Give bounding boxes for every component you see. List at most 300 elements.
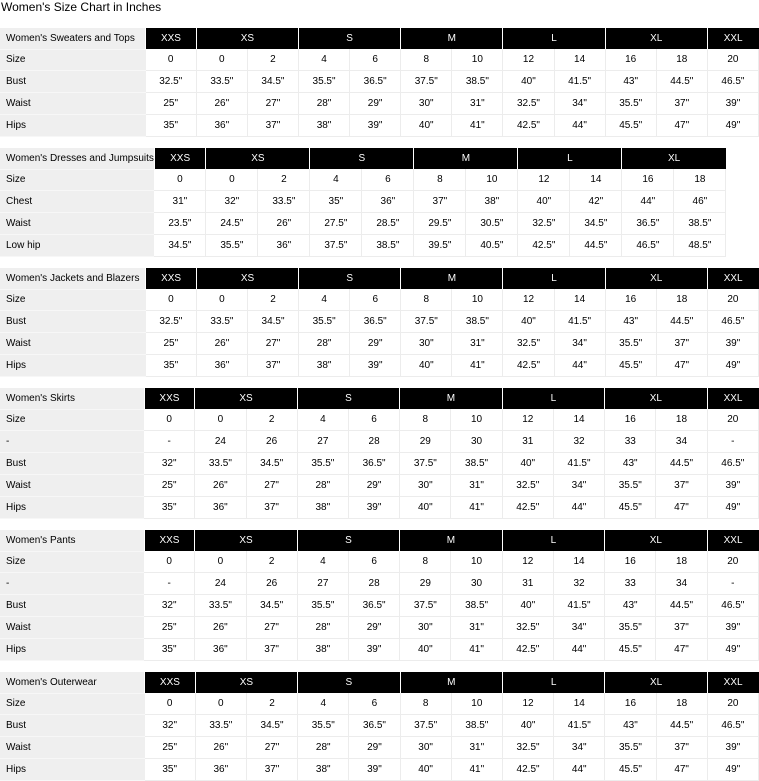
table-cell: 16 [605, 49, 656, 71]
row-label: Waist [0, 213, 154, 235]
size-group-header: XXS [144, 388, 195, 409]
table-cell: 37" [656, 617, 707, 639]
row-label: Waist [0, 737, 145, 759]
table-cell: 47" [656, 115, 707, 137]
table-cell: 10 [451, 551, 502, 573]
size-table [0, 530, 759, 661]
table-cell: 35.5" [605, 93, 656, 115]
table-cell: 37.5" [400, 715, 451, 737]
table-cell: 40" [503, 71, 554, 93]
size-group-header: S [299, 268, 401, 289]
size-group-header: XXL [707, 268, 758, 289]
table-cell: 43" [605, 453, 656, 475]
table-cell: 30 [451, 431, 502, 453]
table-row [0, 409, 759, 431]
table-cell: 46.5" [707, 453, 758, 475]
table-cell: 42.5" [518, 235, 570, 257]
table-cell: 37.5" [400, 595, 451, 617]
table-cell: 33.5" [195, 595, 246, 617]
size-group-header: XS [196, 28, 298, 49]
table-cell: 14 [554, 289, 605, 311]
table-cell: 39" [349, 759, 400, 781]
table-cell: 35" [146, 115, 197, 137]
table-row [0, 737, 759, 759]
table-cell: 18 [656, 693, 707, 715]
row-label: Hips [0, 497, 144, 519]
table-cell: 10 [452, 289, 503, 311]
size-table [0, 268, 759, 377]
table-cell: 30" [400, 475, 451, 497]
table-cell: 36" [195, 759, 246, 781]
row-label: Chest [0, 191, 154, 213]
table-cell: 29" [350, 333, 401, 355]
table-cell: 8 [400, 551, 451, 573]
table-cell: 38.5" [451, 453, 502, 475]
table-row [0, 715, 759, 737]
table-cell: 35" [310, 191, 362, 213]
table-cell: 31 [502, 431, 553, 453]
table-cell: 35.5" [297, 595, 348, 617]
table-cell: 12 [502, 693, 553, 715]
table-cell: 33.5" [195, 715, 246, 737]
table-cell: 44" [622, 191, 674, 213]
table-cell: 44.5" [656, 311, 707, 333]
table-cell: 38.5" [451, 595, 502, 617]
table-cell: 28" [297, 617, 348, 639]
table-cell: 41" [452, 115, 503, 137]
table-cell: 36" [258, 235, 310, 257]
table-cell: 46.5" [707, 595, 758, 617]
table-cell: 45.5" [605, 759, 656, 781]
table-cell: 6 [350, 49, 401, 71]
table-cell: 32.5" [502, 617, 553, 639]
table-cell: 36" [195, 497, 246, 519]
table-cell: 4 [310, 169, 362, 191]
table-cell: 38" [297, 639, 348, 661]
table-row [0, 759, 759, 781]
table-cell: 36" [196, 115, 247, 137]
size-table [0, 388, 759, 519]
table-cell: 33.5" [195, 453, 246, 475]
row-label: - [0, 431, 144, 453]
table-cell: 41.5" [553, 453, 604, 475]
table-cell: 38" [298, 115, 349, 137]
table-row [0, 617, 759, 639]
table-cell: 39" [350, 355, 401, 377]
table-cell: 12 [502, 409, 553, 431]
table-cell: - [707, 573, 758, 595]
size-group-header: XL [605, 268, 707, 289]
size-group-header: S [310, 148, 414, 169]
table-cell: 27 [297, 573, 348, 595]
table-cell: 28" [298, 93, 349, 115]
section-title: Women's Skirts [0, 388, 144, 409]
table-cell: 40" [518, 191, 570, 213]
table-cell: 28 [348, 573, 399, 595]
table-cell: 0 [146, 289, 197, 311]
table-cell: 25" [144, 617, 195, 639]
table-cell: 4 [297, 409, 348, 431]
table-cell: 24 [195, 431, 246, 453]
size-group-header: S [298, 672, 400, 693]
table-cell: 29 [400, 573, 451, 595]
size-group-header: XXS [146, 268, 197, 289]
table-cell: 44.5" [656, 453, 707, 475]
table-cell: 41" [452, 355, 503, 377]
size-chart-sections [0, 28, 759, 781]
table-cell: 6 [349, 693, 400, 715]
table-cell: 40" [400, 759, 451, 781]
table-cell: 47" [656, 355, 707, 377]
size-table [0, 148, 726, 257]
table-cell: 27" [247, 93, 298, 115]
table-cell: 46.5" [707, 311, 758, 333]
table-cell: - [144, 573, 195, 595]
row-label: Waist [0, 93, 146, 115]
table-cell: 40" [401, 355, 452, 377]
table-cell: 32" [144, 453, 195, 475]
table-cell: 38.5" [674, 213, 726, 235]
table-cell: 36.5" [350, 311, 401, 333]
table-cell: 26" [195, 737, 246, 759]
table-cell: 39" [707, 93, 758, 115]
row-label: Hips [0, 759, 145, 781]
table-cell: 33 [605, 573, 656, 595]
size-group-header: XL [605, 672, 707, 693]
table-cell: 40.5" [466, 235, 518, 257]
size-group-header: L [518, 148, 622, 169]
table-cell: 38" [297, 497, 348, 519]
table-cell: 27" [246, 475, 297, 497]
table-cell: 44" [554, 115, 605, 137]
table-cell: 46.5" [622, 235, 674, 257]
table-cell: 12 [503, 49, 554, 71]
table-cell: 33.5" [196, 311, 247, 333]
table-cell: 46" [674, 191, 726, 213]
table-cell: 32.5" [502, 475, 553, 497]
table-row [0, 191, 726, 213]
table-cell: 30.5" [466, 213, 518, 235]
table-cell: 29" [348, 475, 399, 497]
table-cell: 43" [605, 311, 656, 333]
table-cell: 39" [707, 333, 758, 355]
table-cell: 39" [350, 115, 401, 137]
table-cell: 16 [605, 693, 656, 715]
table-cell: 29" [348, 617, 399, 639]
row-label: Size [0, 289, 146, 311]
table-cell: 44.5" [656, 595, 707, 617]
table-cell: 43" [605, 71, 656, 93]
size-group-header: XS [206, 148, 310, 169]
table-cell: 40" [502, 715, 553, 737]
table-cell: 48.5" [674, 235, 726, 257]
table-cell: 44.5" [656, 715, 707, 737]
size-group-header: L [503, 268, 605, 289]
table-cell: 41.5" [554, 71, 605, 93]
table-row [0, 551, 759, 573]
table-cell: 41" [451, 639, 502, 661]
size-table-section [0, 28, 759, 137]
table-cell: 44.5" [570, 235, 622, 257]
table-cell: 8 [414, 169, 466, 191]
table-cell: 8 [401, 289, 452, 311]
size-table-section [0, 388, 759, 519]
row-label: Size [0, 551, 144, 573]
table-cell: 36.5" [349, 715, 400, 737]
size-header-row [0, 28, 759, 49]
table-cell: 25" [144, 475, 195, 497]
size-header-row [0, 530, 759, 551]
table-cell: 28" [297, 475, 348, 497]
table-cell: 16 [605, 551, 656, 573]
table-cell: 0 [196, 289, 247, 311]
table-cell: 36.5" [348, 595, 399, 617]
row-label: Waist [0, 617, 144, 639]
table-row [0, 595, 759, 617]
row-label: Low hip [0, 235, 154, 257]
size-group-header: S [297, 388, 399, 409]
table-cell: 29.5" [414, 213, 466, 235]
table-cell: 36" [195, 639, 246, 661]
table-cell: 36.5" [350, 71, 401, 93]
row-label: Waist [0, 333, 146, 355]
table-cell: 29" [349, 737, 400, 759]
table-cell: 12 [502, 551, 553, 573]
table-cell: 35.5" [605, 737, 656, 759]
size-group-header: L [502, 388, 604, 409]
table-cell: 40" [400, 497, 451, 519]
table-cell: 35.5" [605, 475, 656, 497]
table-cell: 28.5" [362, 213, 414, 235]
table-cell: 31" [452, 333, 503, 355]
table-cell: 35.5" [297, 453, 348, 475]
table-cell: 35.5" [298, 71, 349, 93]
table-cell: 27 [297, 431, 348, 453]
table-cell: - [144, 431, 195, 453]
table-cell: 32 [553, 431, 604, 453]
table-cell: 23.5" [154, 213, 206, 235]
table-cell: 10 [451, 409, 502, 431]
row-label: Size [0, 693, 145, 715]
table-cell: 47" [656, 759, 707, 781]
table-cell: 37" [656, 333, 707, 355]
table-row [0, 115, 759, 137]
table-cell: 4 [297, 551, 348, 573]
table-cell: 32.5" [502, 737, 553, 759]
table-row [0, 93, 759, 115]
table-cell: 27" [246, 617, 297, 639]
table-cell: 14 [570, 169, 622, 191]
table-cell: 39" [348, 497, 399, 519]
table-cell: 42.5" [503, 355, 554, 377]
table-cell: 20 [707, 289, 758, 311]
size-group-header: XL [605, 28, 707, 49]
size-group-header: M [400, 530, 502, 551]
table-cell: 25" [146, 93, 197, 115]
table-cell: 39" [707, 617, 758, 639]
table-cell: 34.5" [246, 595, 297, 617]
table-cell: 35.5" [299, 311, 350, 333]
size-group-header: XXS [146, 28, 197, 49]
size-group-header: XL [622, 148, 726, 169]
table-cell: 4 [299, 289, 350, 311]
row-label: Size [0, 169, 154, 191]
table-cell: 12 [518, 169, 570, 191]
table-cell: - [707, 431, 758, 453]
table-cell: 32.5" [503, 93, 554, 115]
table-cell: 46.5" [707, 715, 758, 737]
table-cell: 38" [466, 191, 518, 213]
table-cell: 32" [144, 595, 195, 617]
table-cell: 10 [466, 169, 518, 191]
table-cell: 0 [195, 693, 246, 715]
table-cell: 41" [451, 497, 502, 519]
table-cell: 41" [451, 759, 502, 781]
row-label: Hips [0, 639, 144, 661]
table-cell: 49" [707, 639, 758, 661]
table-cell: 39" [348, 639, 399, 661]
table-cell: 20 [707, 409, 758, 431]
table-cell: 26" [258, 213, 310, 235]
table-cell: 16 [605, 289, 656, 311]
table-cell: 34.5" [154, 235, 206, 257]
table-row [0, 431, 759, 453]
table-cell: 37" [247, 115, 298, 137]
table-cell: 44" [553, 639, 604, 661]
table-cell: 30 [451, 573, 502, 595]
table-cell: 35" [144, 497, 195, 519]
table-cell: 10 [452, 49, 503, 71]
table-cell: 38.5" [452, 71, 503, 93]
row-label: Waist [0, 475, 144, 497]
table-cell: 25" [145, 737, 196, 759]
size-group-header: L [503, 28, 605, 49]
table-cell: 37" [246, 759, 297, 781]
table-row [0, 693, 759, 715]
table-row [0, 355, 759, 377]
table-cell: 43" [605, 595, 656, 617]
size-group-header: XXL [707, 28, 758, 49]
table-cell: 30" [401, 93, 452, 115]
table-cell: 35.5" [605, 333, 656, 355]
table-cell: 0 [206, 169, 258, 191]
table-cell: 27.5" [310, 213, 362, 235]
table-cell: 34.5" [246, 715, 297, 737]
table-row [0, 497, 759, 519]
row-label: Bust [0, 453, 144, 475]
table-cell: 28 [348, 431, 399, 453]
size-group-header: M [414, 148, 518, 169]
table-cell: 30" [401, 333, 452, 355]
table-row [0, 333, 759, 355]
table-cell: 49" [707, 497, 758, 519]
table-cell: 4 [298, 49, 349, 71]
section-title: Women's Jackets and Blazers [0, 268, 146, 289]
table-cell: 0 [195, 551, 246, 573]
table-cell: 40" [503, 311, 554, 333]
table-cell: 40" [502, 595, 553, 617]
table-cell: 35" [145, 759, 196, 781]
table-cell: 26" [196, 93, 247, 115]
table-cell: 47" [656, 639, 707, 661]
table-cell: 40" [401, 115, 452, 137]
table-cell: 46.5" [707, 71, 758, 93]
table-cell: 33.5" [196, 71, 247, 93]
size-group-header: XS [196, 268, 298, 289]
table-cell: 2 [258, 169, 310, 191]
table-cell: 44" [553, 497, 604, 519]
table-cell: 31" [154, 191, 206, 213]
table-row [0, 311, 759, 333]
table-cell: 36.5" [622, 213, 674, 235]
size-group-header: XXS [145, 672, 196, 693]
table-cell: 34 [656, 431, 707, 453]
table-cell: 37" [656, 475, 707, 497]
size-group-header: XL [605, 530, 707, 551]
table-cell: 12 [503, 289, 554, 311]
table-cell: 34.5" [247, 71, 298, 93]
size-group-header: XL [605, 388, 707, 409]
size-header-row [0, 268, 759, 289]
table-row [0, 475, 759, 497]
table-cell: 32.5" [518, 213, 570, 235]
table-cell: 16 [605, 409, 656, 431]
size-table [0, 28, 759, 137]
table-cell: 35" [146, 355, 197, 377]
table-cell: 47" [656, 497, 707, 519]
table-cell: 2 [246, 551, 297, 573]
table-cell: 41.5" [554, 311, 605, 333]
table-cell: 35.5" [298, 715, 349, 737]
table-cell: 44" [554, 759, 605, 781]
table-cell: 33 [605, 431, 656, 453]
table-cell: 24 [195, 573, 246, 595]
table-cell: 45.5" [605, 355, 656, 377]
table-cell: 14 [554, 693, 605, 715]
table-cell: 43" [605, 715, 656, 737]
table-cell: 14 [553, 409, 604, 431]
table-cell: 34.5" [246, 453, 297, 475]
section-title: Women's Pants [0, 530, 144, 551]
table-cell: 24.5" [206, 213, 258, 235]
table-row [0, 289, 759, 311]
table-cell: 2 [246, 693, 297, 715]
table-cell: 37" [656, 93, 707, 115]
table-cell: 37.5" [400, 453, 451, 475]
table-row [0, 71, 759, 93]
row-label: Size [0, 49, 146, 71]
table-cell: 38" [299, 355, 350, 377]
row-label: Bust [0, 71, 146, 93]
table-cell: 34" [554, 333, 605, 355]
table-cell: 34" [554, 93, 605, 115]
size-header-row [0, 148, 726, 169]
table-row [0, 639, 759, 661]
table-cell: 37" [247, 355, 298, 377]
table-cell: 2 [247, 289, 298, 311]
table-cell: 34" [553, 617, 604, 639]
table-cell: 37" [656, 737, 707, 759]
table-cell: 36" [362, 191, 414, 213]
size-group-header: M [400, 388, 502, 409]
table-cell: 32" [145, 715, 196, 737]
table-cell: 14 [553, 551, 604, 573]
table-cell: 31" [451, 617, 502, 639]
section-title: Women's Dresses and Jumpsuits [0, 148, 154, 169]
size-group-header: L [502, 672, 604, 693]
table-cell: 8 [400, 693, 451, 715]
table-cell: 34.5" [247, 311, 298, 333]
